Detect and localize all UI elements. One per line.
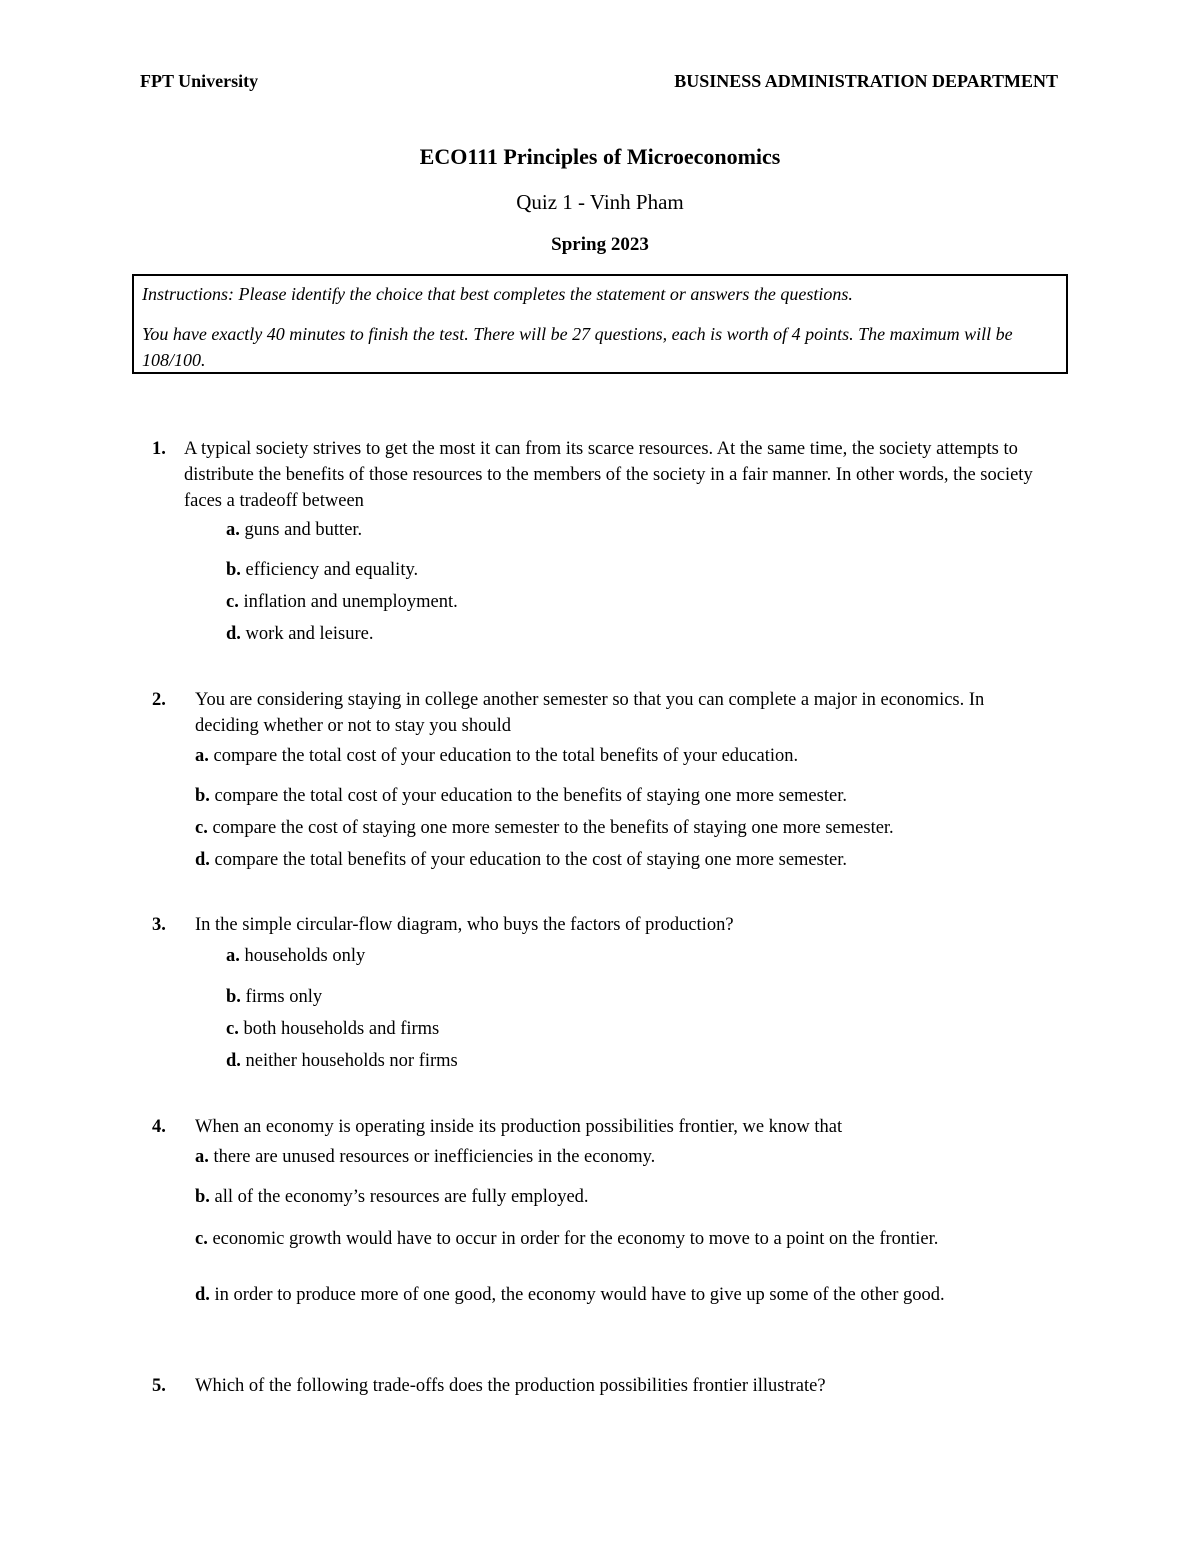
option-text: economic growth would have to occur in order for the economy to move to a point on the frontier. <box>212 1229 939 1249</box>
question-text: A typical society strives to get the most it can from its scarce resources. At the same time, the society attempts to distribute the benefits of those resources to the members of the society in a fair manner. In other words, the society faces a tradeoff between <box>184 439 1033 511</box>
option-text: compare the total benefits of your education to the cost of staying one more semester. <box>214 850 847 870</box>
option-letter: c. <box>195 1229 208 1249</box>
option-letter: d. <box>195 850 210 870</box>
instructions-box <box>132 274 1068 374</box>
option-letter: a. <box>226 946 240 966</box>
option-letter: b. <box>226 987 241 1007</box>
answer-option[interactable] <box>195 1282 1067 1308</box>
question-text: In the simple circular-flow diagram, who buys the factors of production? <box>195 915 734 935</box>
question-number: 3. <box>152 915 166 935</box>
question-text: Which of the following trade-offs does the production possibilities frontier illustrate? <box>195 1376 826 1396</box>
option-text: guns and butter. <box>244 520 363 540</box>
option-letter: a. <box>195 1147 209 1167</box>
answer-option[interactable] <box>195 815 894 841</box>
term-label: Spring 2023 <box>551 234 649 255</box>
option-letter: d. <box>226 1051 241 1071</box>
department-name: BUSINESS ADMINISTRATION DEPARTMENT <box>674 71 1058 91</box>
option-letter: c. <box>226 1019 239 1039</box>
answer-option[interactable] <box>195 743 798 769</box>
answer-option[interactable] <box>195 847 847 873</box>
answer-option[interactable] <box>226 589 458 615</box>
option-letter: c. <box>226 592 239 612</box>
option-text: firms only <box>245 987 323 1007</box>
question-text: You are considering staying in college another semester so that you can complete a major in economics. In deciding whether or not to stay you should <box>195 690 985 736</box>
answer-option[interactable] <box>226 1016 439 1042</box>
instructions-line-1: Instructions: Please identify the choice that best completes the statement or answers the questions. <box>142 284 853 304</box>
option-letter: c. <box>195 818 208 838</box>
answer-option[interactable] <box>226 517 362 543</box>
option-text: compare the total cost of your education to the benefits of staying one more semester. <box>214 786 847 806</box>
question-number: 2. <box>152 690 166 710</box>
option-letter: b. <box>195 786 210 806</box>
option-text: both households and firms <box>243 1019 440 1039</box>
option-letter: a. <box>195 746 209 766</box>
option-text: all of the economy’s resources are fully employed. <box>214 1187 589 1207</box>
option-text: efficiency and equality. <box>245 560 419 580</box>
question-number: 1. <box>152 439 166 459</box>
answer-option[interactable] <box>226 984 322 1010</box>
answer-option[interactable] <box>226 557 418 583</box>
answer-option[interactable] <box>195 1144 655 1170</box>
answer-option[interactable] <box>195 1184 589 1210</box>
question-number: 5. <box>152 1376 166 1396</box>
answer-option[interactable] <box>226 943 365 969</box>
quiz-subtitle: Quiz 1 - Vinh Pham <box>516 190 684 214</box>
instructions-line-2: You have exactly 40 minutes to finish the test. There will be 27 questions, each is worth of 4 points. The maximum will be 108/100. <box>142 324 1013 370</box>
option-text: there are unused resources or inefficiencies in the economy. <box>213 1147 656 1167</box>
answer-option[interactable] <box>195 783 847 809</box>
option-text: compare the cost of staying one more semester to the benefits of staying one more semester. <box>212 818 894 838</box>
question-number: 4. <box>152 1117 166 1137</box>
option-letter: a. <box>226 520 240 540</box>
answer-option[interactable] <box>226 1048 458 1074</box>
option-letter: d. <box>195 1285 210 1305</box>
option-text: neither households nor firms <box>245 1051 458 1071</box>
course-title: ECO111 Principles of Microeconomics <box>419 144 781 169</box>
answer-option[interactable] <box>226 621 373 647</box>
option-text: work and leisure. <box>245 624 374 644</box>
option-text: in order to produce more of one good, the economy would have to give up some of the other good. <box>214 1285 945 1305</box>
university-name: FPT University <box>140 71 259 91</box>
option-letter: d. <box>226 624 241 644</box>
option-letter: b. <box>195 1187 210 1207</box>
option-text: inflation and unemployment. <box>243 592 458 612</box>
option-text: households only <box>244 946 366 966</box>
question-text: When an economy is operating inside its production possibilities frontier, we know that <box>195 1117 843 1137</box>
option-letter: b. <box>226 560 241 580</box>
option-text: compare the total cost of your education to the total benefits of your education. <box>213 746 799 766</box>
answer-option[interactable] <box>195 1226 1057 1252</box>
